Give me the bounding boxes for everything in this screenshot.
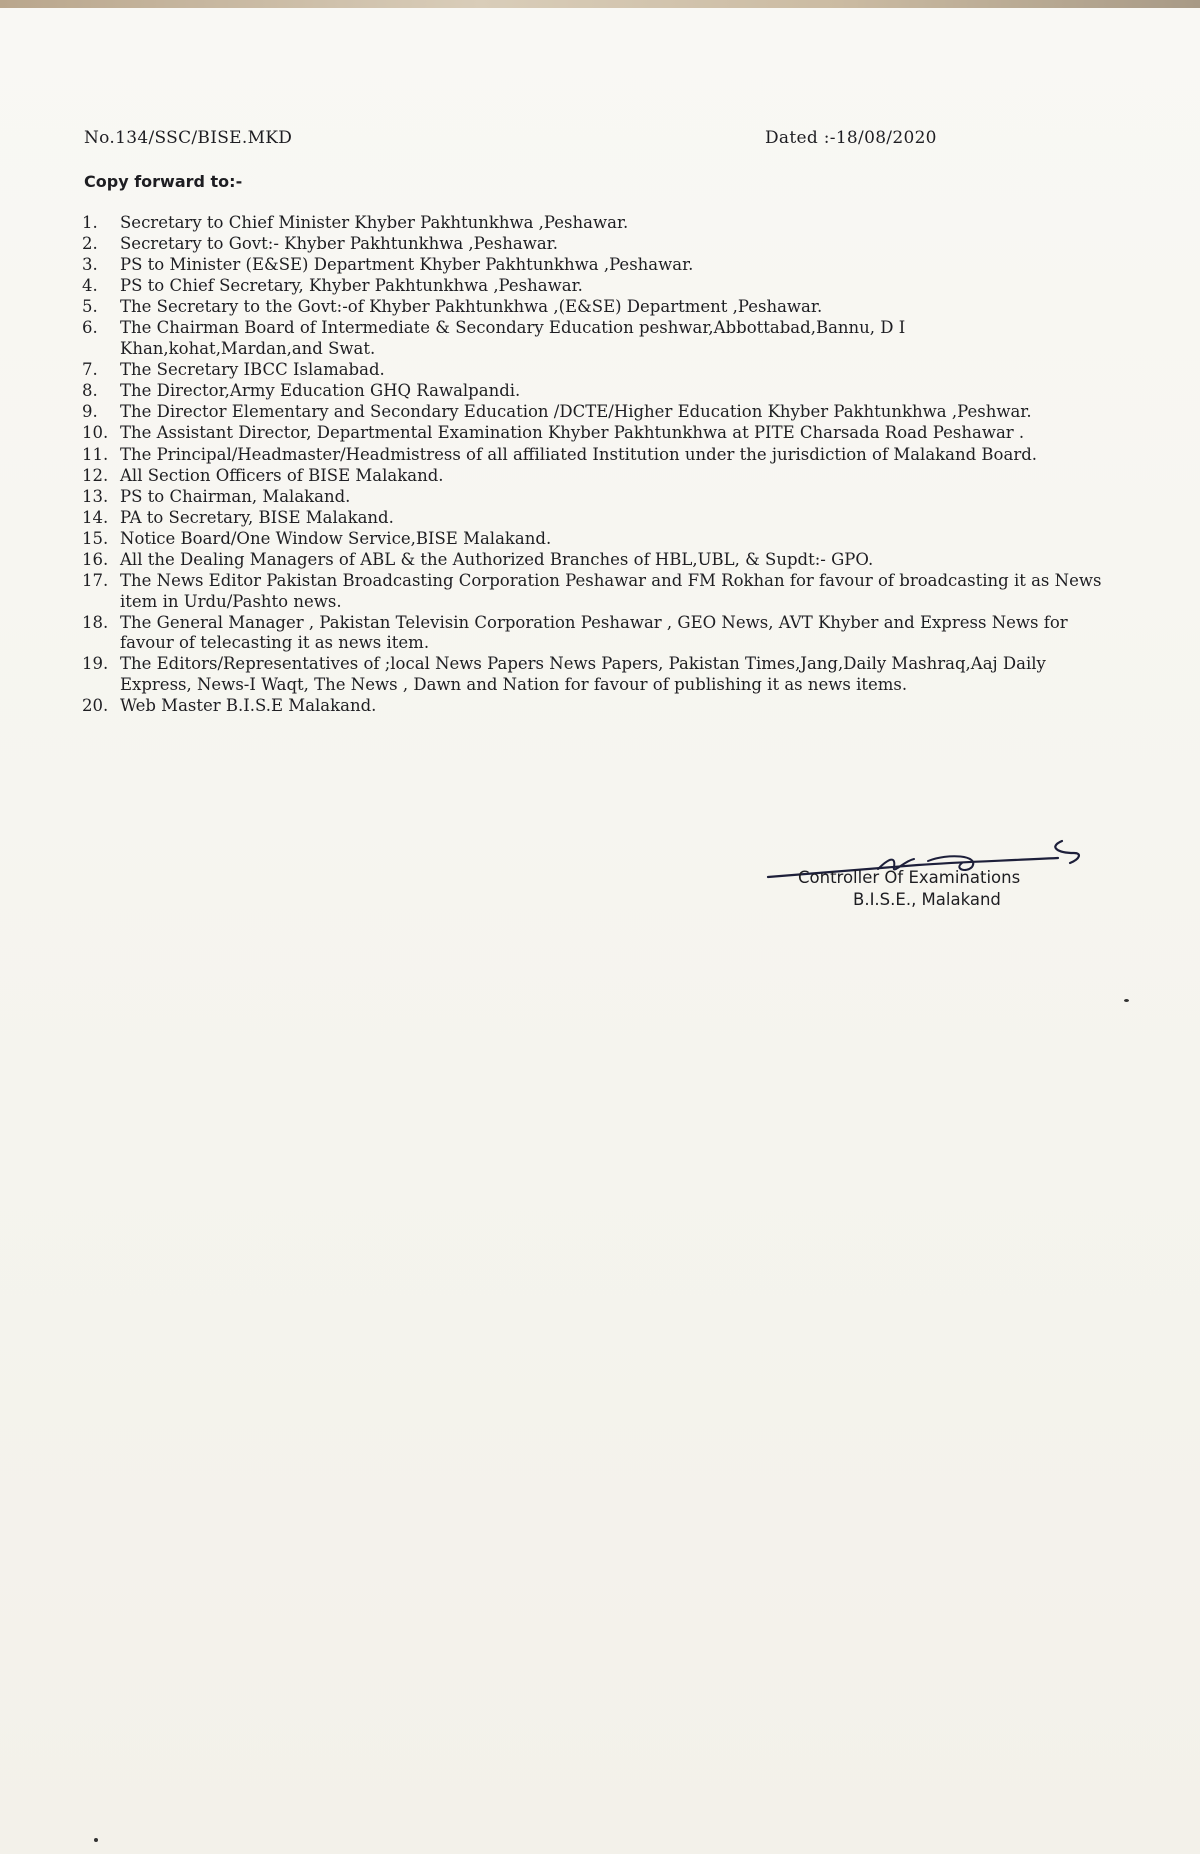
recipient-list	[82, 213, 1102, 717]
item-text: The Chairman Board of Intermediate & Secondary Education peshwar,Abbottabad,Bannu, D I Khan,kohat,Mardan,and Swat.	[120, 318, 906, 359]
item-number: 9.	[82, 402, 98, 422]
item-text: All the Dealing Managers of ABL & the Authorized Branches of HBL,UBL, & Supdt:- GPO.	[120, 550, 874, 569]
list-item	[82, 255, 1102, 276]
item-number: 1.	[82, 213, 98, 232]
item-number: 4.	[82, 276, 98, 296]
item-text: The Assistant Director, Departmental Examination Khyber Pakhtunkhwa at PITE Charsada Road Peshawar .	[120, 423, 1025, 443]
item-number: 8.	[82, 381, 98, 401]
item-number: 17.	[82, 571, 109, 591]
item-number: 3.	[82, 255, 98, 275]
item-text: Secretary to Chief Minister Khyber Pakhtunkhwa ,Peshawar.	[120, 213, 629, 232]
item-text: The News Editor Pakistan Broadcasting Corporation Peshawar and FM Rokhan for favour of broadcasting it as News item in Urdu/Pashto news.	[120, 571, 1102, 611]
item-text: PA to Secretary, BISE Malakand.	[120, 507, 394, 527]
list-item	[82, 529, 1102, 550]
item-number: 20.	[82, 696, 109, 716]
item-text: The General Manager , Pakistan Televisin Corporation Peshawar , GEO News, AVT Khyber and Express News for favour of telecasting it as news item.	[120, 612, 1068, 653]
item-text: PS to Chief Secretary, Khyber Pakhtunkhwa ,Peshawar.	[120, 276, 583, 296]
list-item	[82, 297, 1102, 318]
list-item	[82, 508, 1102, 529]
list-item	[82, 381, 1102, 402]
copy-forward-heading: Copy forward to:-	[84, 172, 243, 191]
item-text: PS to Minister (E&SE) Department Khyber Pakhtunkhwa ,Peshawar.	[120, 255, 694, 275]
list-item	[82, 234, 1102, 255]
item-number: 16.	[82, 550, 109, 569]
reference-number: No.134/SSC/BISE.MKD	[84, 128, 293, 148]
item-number: 5.	[82, 297, 98, 317]
list-item	[82, 318, 1102, 359]
item-text: The Secretary to the Govt:-of Khyber Pakhtunkhwa ,(E&SE) Department ,Peshawar.	[120, 297, 823, 317]
item-number: 2.	[82, 234, 98, 254]
list-item	[82, 445, 1102, 466]
paper-speck	[1124, 999, 1129, 1002]
item-text: PS to Chairman, Malakand.	[120, 486, 351, 506]
item-number: 18.	[82, 612, 109, 632]
list-item	[82, 466, 1102, 487]
paper-speck	[94, 1838, 98, 1842]
item-text: The Director,Army Education GHQ Rawalpandi.	[120, 381, 521, 401]
item-number: 19.	[82, 654, 109, 674]
item-number: 6.	[82, 318, 98, 338]
item-text: Web Master B.I.S.E Malakand.	[120, 696, 377, 716]
item-text: The Director Elementary and Secondary Education /DCTE/Higher Education Khyber Pakhtunkhwa ,Peshwar.	[120, 402, 1032, 422]
list-item	[82, 360, 1102, 381]
list-item	[82, 487, 1102, 508]
signatory-organization: B.I.S.E., Malakand	[853, 890, 1001, 909]
item-text: Secretary to Govt:- Khyber Pakhtunkhwa ,Peshawar.	[120, 234, 558, 254]
signatory-title: Controller Of Examinations	[798, 868, 1021, 887]
item-number: 10.	[82, 423, 109, 443]
list-item	[82, 696, 1102, 717]
list-item	[82, 654, 1102, 695]
list-item	[82, 613, 1102, 654]
item-number: 13.	[82, 486, 109, 506]
item-number: 15.	[82, 528, 109, 548]
item-text: The Editors/Representatives of ;local News Papers News Papers, Pakistan Times,Jang,Daily Mashraq,Aaj Daily Express, News-I Waqt, The News , Dawn and Nation for favour of publishing it as news items.	[120, 654, 1046, 695]
item-number: 7.	[82, 360, 98, 380]
document-date: Dated :-18/08/2020	[765, 128, 937, 148]
paper-edge	[0, 0, 1200, 8]
list-item	[82, 423, 1102, 444]
list-item	[82, 213, 1102, 234]
item-text: All Section Officers of BISE Malakand.	[120, 465, 444, 485]
item-number: 11.	[82, 444, 109, 464]
list-item	[82, 550, 1102, 571]
item-number: 14.	[82, 507, 109, 527]
list-item	[82, 276, 1102, 297]
list-item	[82, 571, 1102, 612]
item-number: 12.	[82, 465, 109, 485]
item-text: Notice Board/One Window Service,BISE Malakand.	[120, 528, 552, 548]
item-text: The Secretary IBCC Islamabad.	[120, 360, 385, 380]
item-text: The Principal/Headmaster/Headmistress of all affiliated Institution under the jurisdiction of Malakand Board.	[120, 444, 1038, 464]
list-item	[82, 402, 1102, 423]
